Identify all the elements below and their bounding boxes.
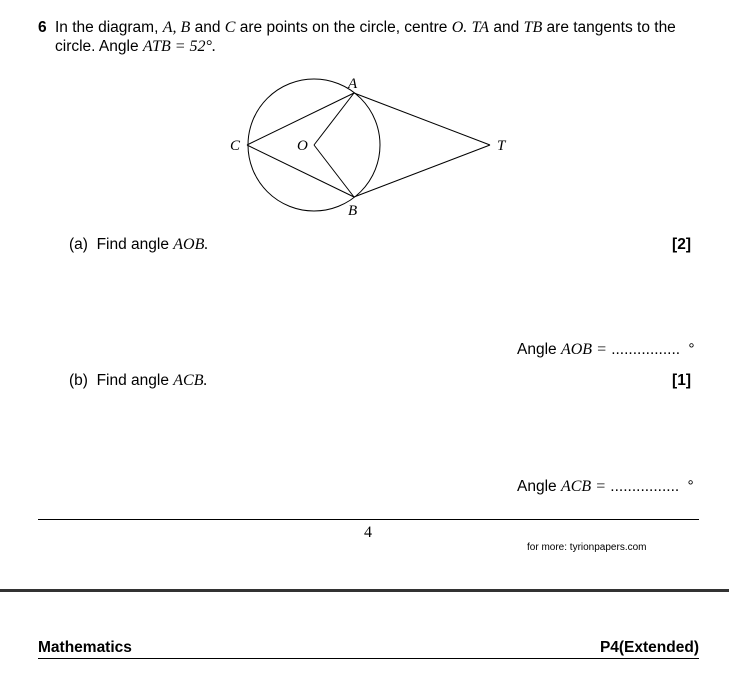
label-o: O: [297, 138, 308, 154]
paper-title: P4(Extended): [599, 639, 699, 656]
footer-link[interactable]: for more: tyrionpapers.com: [527, 542, 647, 553]
page-number: 4: [364, 524, 372, 541]
stem-given-angle: ATB = 52°.: [142, 38, 216, 55]
answer-blank[interactable]: ................: [611, 341, 681, 358]
part-b-answer-line: [517, 477, 694, 496]
part-b-target: ACB.: [173, 372, 208, 389]
part-a-label: (a): [69, 236, 88, 253]
radius-oa: [314, 93, 354, 145]
subject-title: Mathematics: [38, 639, 132, 656]
stem-text: are points on the circle, centre: [239, 19, 448, 36]
answer-var: ACB =: [560, 478, 606, 495]
circle-tangent-diagram: [0, 0, 729, 240]
label-c: C: [230, 138, 241, 154]
part-a-text: Find angle: [96, 236, 169, 253]
answer-blank[interactable]: ................: [610, 478, 680, 495]
answer-prefix: Angle: [517, 341, 557, 358]
part-b-label: (b): [69, 372, 88, 389]
part-a-marks: [2]: [672, 236, 691, 253]
stem-text: are tangents to the: [546, 19, 676, 36]
stem-tb: TB: [523, 19, 543, 36]
part-b-text: Find angle: [96, 372, 169, 389]
footer-rule: [38, 519, 699, 520]
answer-var: AOB =: [560, 341, 607, 358]
label-b: B: [348, 203, 358, 219]
degree-symbol: °: [688, 341, 695, 358]
header-rule: [38, 658, 699, 659]
part-b-marks: [1]: [672, 372, 691, 389]
part-a-prompt: [69, 235, 208, 254]
page-separator: [0, 589, 729, 592]
part-b-prompt: [69, 371, 208, 390]
label-a: A: [348, 76, 358, 92]
stem-text: and: [194, 19, 221, 36]
label-t: T: [497, 138, 506, 154]
stem-points: A, B: [162, 19, 191, 36]
degree-symbol: °: [687, 478, 694, 495]
answer-prefix: Angle: [517, 478, 557, 495]
stem-centre: O.: [451, 19, 468, 36]
part-a-target: AOB.: [173, 236, 209, 253]
stem-text: In the diagram,: [55, 19, 159, 36]
stem-text: and: [493, 19, 520, 36]
stem-point-c: C: [224, 19, 236, 36]
stem-ta: TA: [471, 19, 490, 36]
part-a-answer-line: [517, 340, 695, 359]
question-number: 6: [38, 19, 47, 36]
stem-text: circle. Angle: [55, 38, 139, 55]
radius-ob: [314, 145, 354, 197]
